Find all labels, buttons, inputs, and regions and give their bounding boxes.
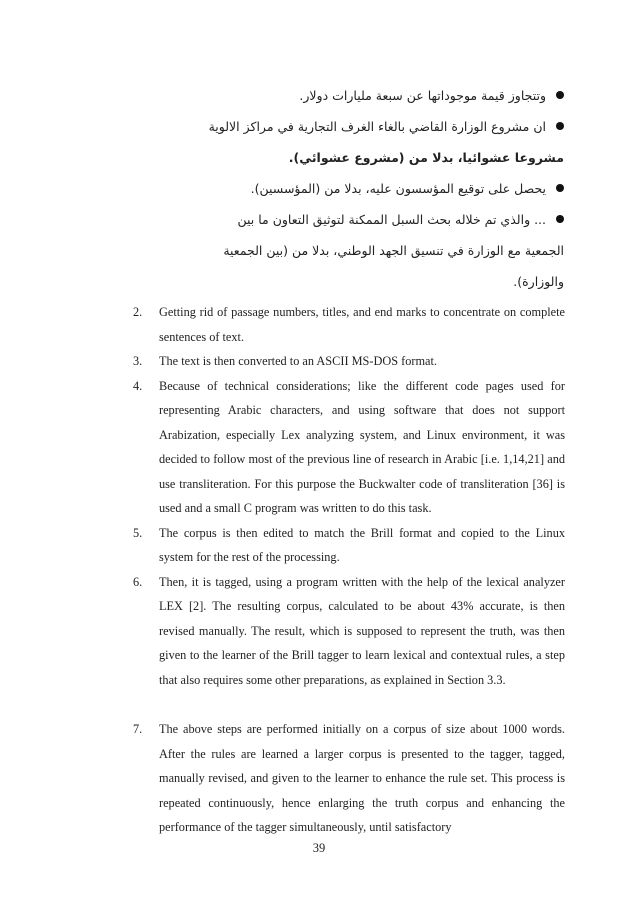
list-item bbox=[133, 374, 565, 521]
arabic-bullet-item bbox=[150, 204, 564, 235]
arabic-examples bbox=[150, 80, 564, 297]
arabic-line: يحصل على توقيع المؤسسون عليه، بدلا من (المؤسسين). bbox=[250, 181, 546, 196]
list-item bbox=[133, 300, 565, 349]
item-text: Getting rid of passage numbers, titles, and end marks to concentrate on complete sentences of text. bbox=[159, 305, 565, 344]
item-number: 4. bbox=[133, 378, 143, 393]
item-number: 6. bbox=[133, 574, 143, 589]
list-item bbox=[133, 570, 565, 693]
page-number: 39 bbox=[312, 841, 326, 855]
item-number: 2. bbox=[133, 305, 143, 319]
list-item bbox=[133, 521, 565, 570]
item-number: 7. bbox=[133, 722, 143, 736]
bullet-icon bbox=[556, 184, 564, 192]
arabic-bullet-item bbox=[150, 173, 564, 204]
item-number: 5. bbox=[133, 525, 143, 540]
item-number: 3. bbox=[133, 354, 143, 368]
list-item bbox=[133, 349, 565, 374]
item-text: The text is then converted to an ASCII MS-DOS format. bbox=[159, 354, 438, 368]
bullet-icon bbox=[556, 91, 564, 99]
item-text: The corpus is then edited to match the Brill format and copied to the Linux system for the rest of the processing. bbox=[159, 525, 565, 564]
list-item bbox=[133, 717, 565, 840]
bullet-icon bbox=[556, 215, 564, 223]
bullet-icon bbox=[556, 122, 564, 130]
arabic-line: ... والذي تم خلاله بحث السبل الممكنة لتوثيق التعاون ما بين bbox=[237, 212, 546, 227]
arabic-line: ان مشروع الوزارة القاضي بالغاء الغرف التجارية في مراكز الالوية bbox=[208, 119, 546, 134]
procedure-list bbox=[133, 300, 565, 840]
item-text: The above steps are performed initially on a corpus of size about 1000 words. After the rules are learned a larger corpus is presented to the tagger, tagged, manually revised, and given to the learner to enhance the rule set. This process is repeated continuously, hence enlarging the truth corpus and enhancing the performance of the tagger simultaneously, until satisfactory bbox=[159, 722, 565, 834]
arabic-line: مشروعا عشوائيا، بدلا من (مشروع عشوائي). bbox=[288, 150, 564, 165]
item-text: Then, it is tagged, using a program written with the help of the lexical analyzer LEX [2]. The resulting corpus, calculated to be about 43% accurate, is then revised manually. The result, which is supposed to represent the truth, was then given to the learner of the Brill tagger to learn lexical and contextual rules, a step that also requires some other preparations, as explained in Section 3.3. bbox=[159, 574, 565, 687]
arabic-line: وتتجاوز قيمة موجوداتها عن سبعة مليارات دولار. bbox=[299, 88, 546, 103]
arabic-bullet-item bbox=[150, 111, 564, 142]
arabic-line: الجمعية مع الوزارة في تنسيق الجهد الوطني، بدلا من (بين الجمعية bbox=[223, 243, 564, 258]
item-text: Because of technical considerations; like the different code pages used for representing Arabic characters, and using software that does not support Arabization, especially Lex analyzing system, and Linux environment, it was decided to follow most of the previous line of research in Arabic [i.e. 1,14,21] and use transliteration. For this purpose the Buckwalter code of transliteration [36] is used and a small C program was written to do this task. bbox=[159, 378, 565, 515]
arabic-line: والوزارة). bbox=[513, 274, 564, 289]
arabic-bullet-item bbox=[150, 80, 564, 111]
spacer bbox=[133, 692, 565, 717]
